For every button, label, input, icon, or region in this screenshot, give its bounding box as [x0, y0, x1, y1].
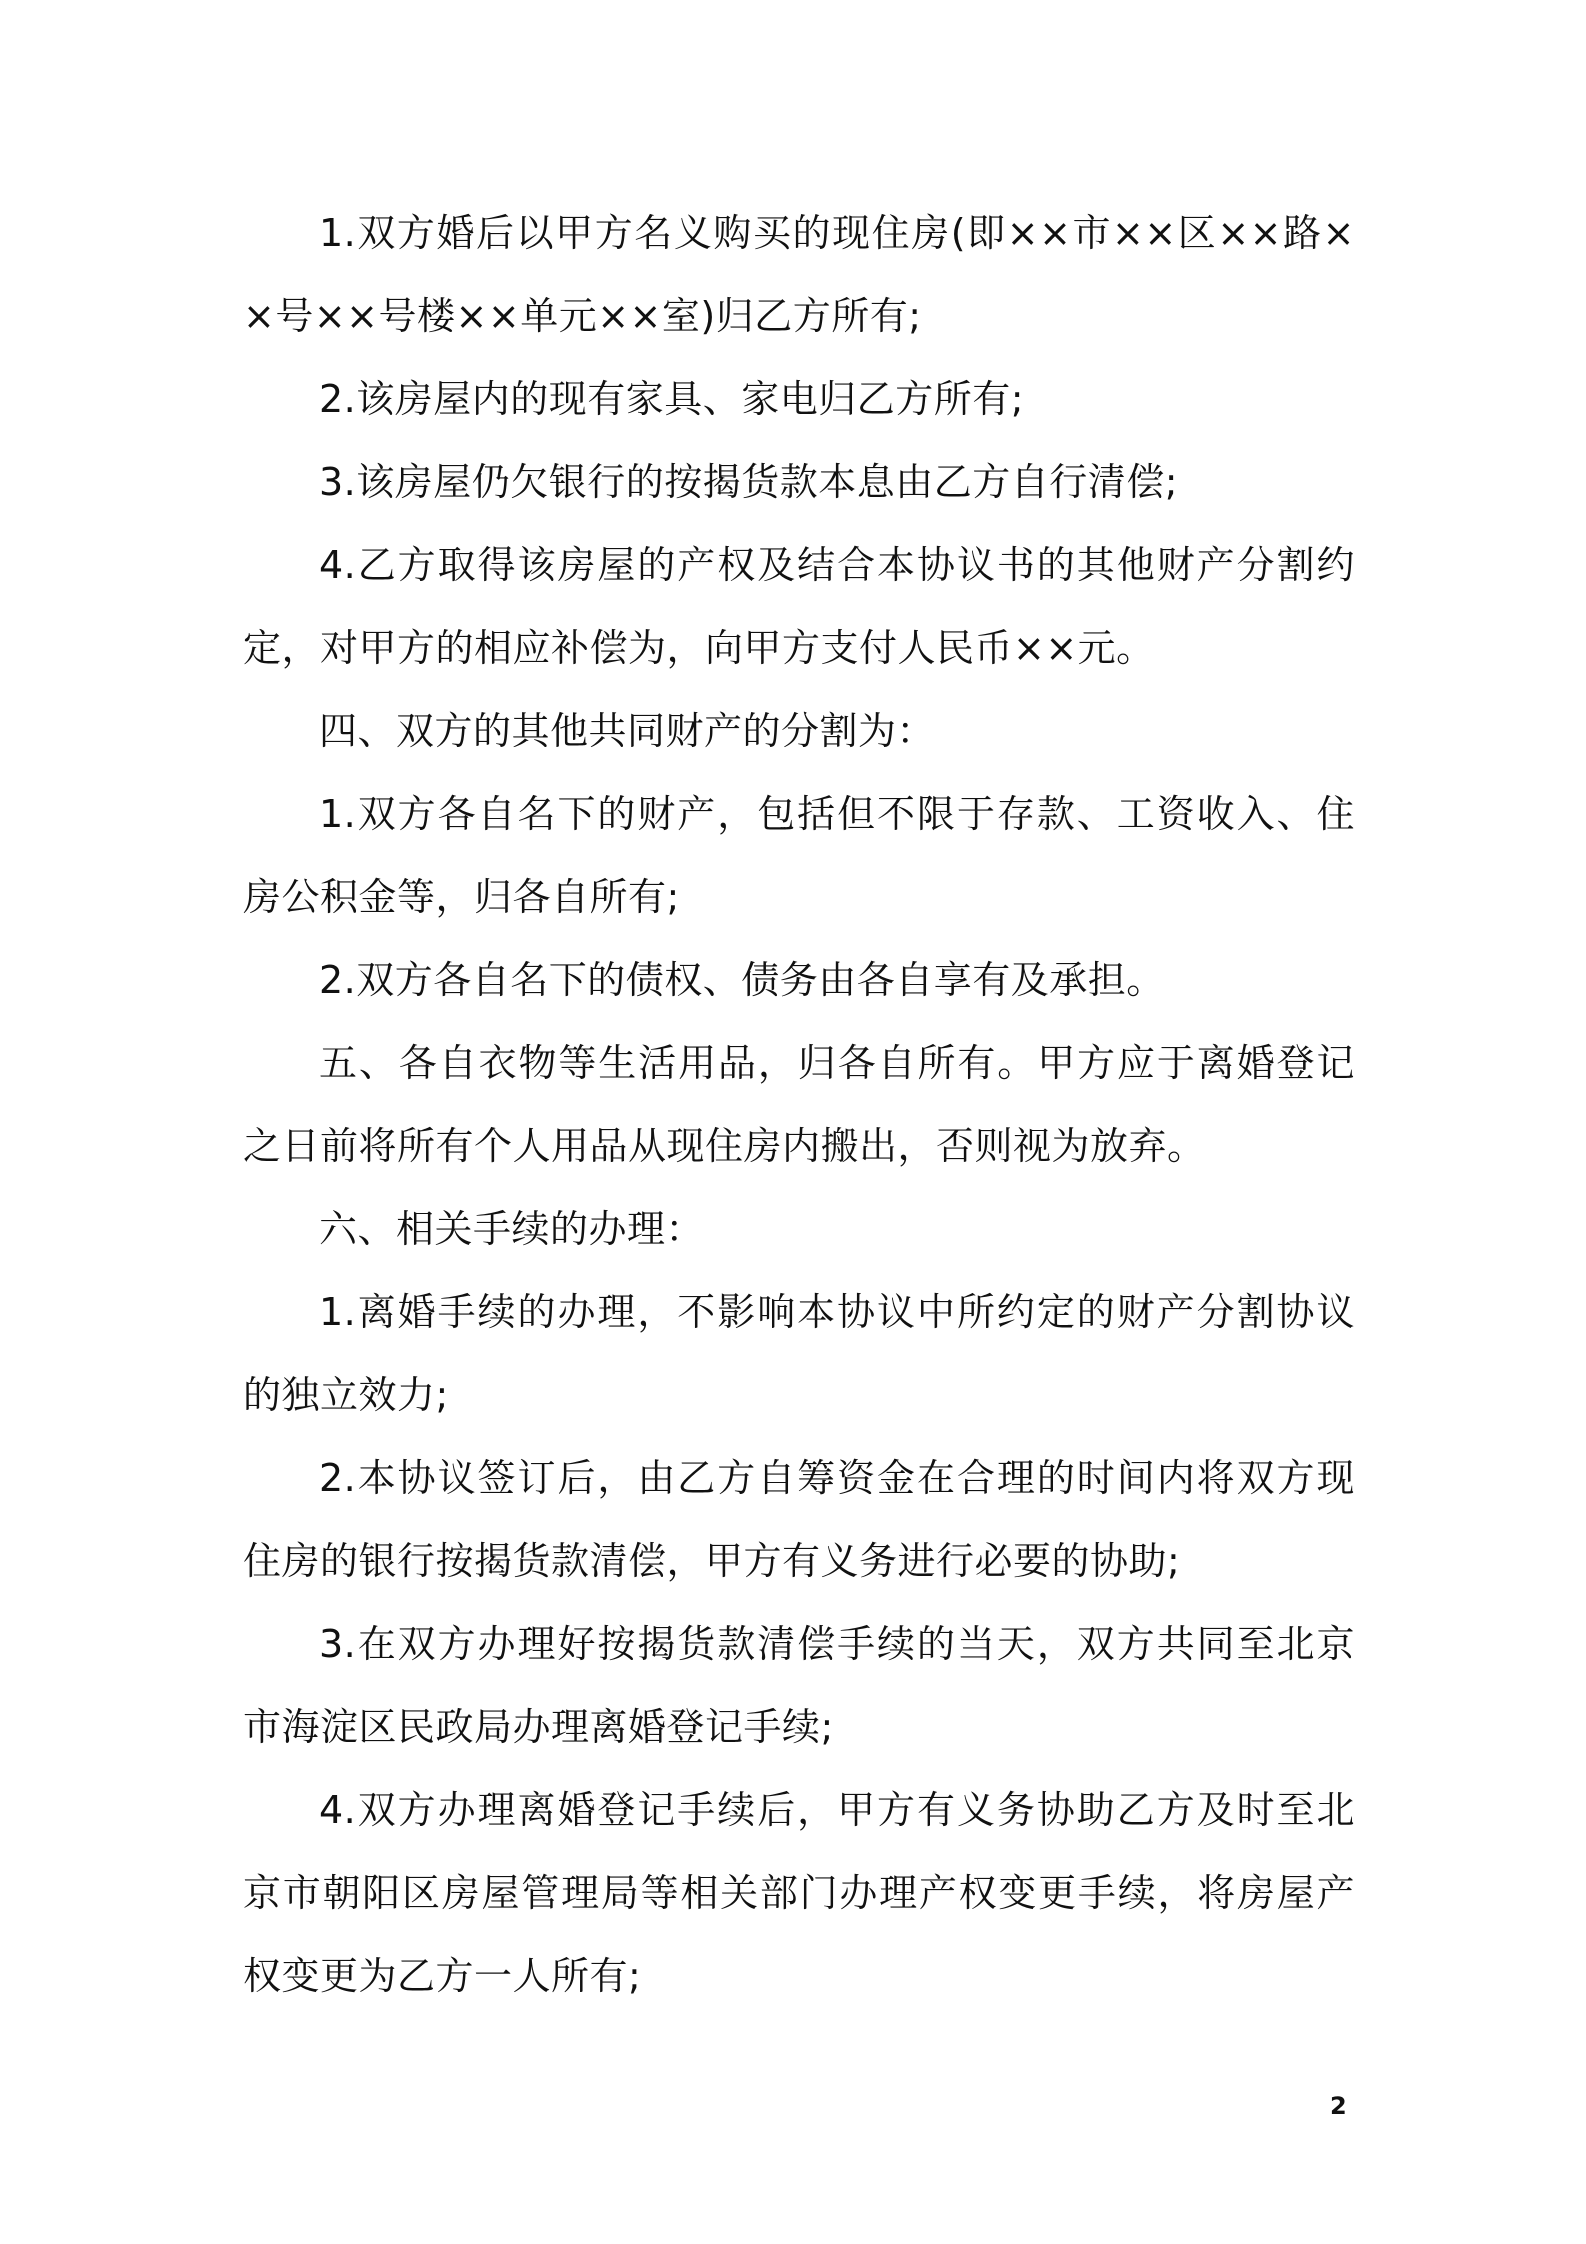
- paragraph-property-item-4: 4.乙方取得该房屋的产权及结合本协议书的其他财产分割约定，对甲方的相应补偿为，向甲方支付人民币××元。: [243, 543, 1355, 670]
- paragraph-procedure-2: 2.本协议签订后，由乙方自筹资金在合理的时间内将双方现住房的银行按揭货款清偿，甲方有义务进行必要的协助;: [243, 1456, 1355, 1583]
- section-heading-5: 五、各自衣物等生活用品，归各自所有。甲方应于离婚登记之日前将所有个人用品从现住房内搬出，否则视为放弃。: [243, 1041, 1355, 1168]
- document-body: [243, 192, 1355, 2018]
- section-heading-6: 六、相关手续的办理：: [319, 1207, 705, 1251]
- paragraph-procedure-4: 4.双方办理离婚登记手续后，甲方有义务协助乙方及时至北京市朝阳区房屋管理局等相关部门办理产权变更手续，将房屋产权变更为乙方一人所有;: [243, 1788, 1355, 1998]
- paragraph-procedure-1: 1.离婚手续的办理，不影响本协议中所约定的财产分割协议的独立效力;: [243, 1290, 1355, 1417]
- page-number: 2: [1330, 2092, 1347, 2120]
- paragraph-other-property-2: 2.双方各自名下的债权、债务由各自享有及承担。: [319, 958, 1165, 1002]
- section-heading-4: 四、双方的其他共同财产的分割为：: [319, 709, 936, 753]
- paragraph-property-item-2: 2.该房屋内的现有家具、家电归乙方所有;: [319, 377, 1025, 421]
- paragraph-property-item-1: 1.双方婚后以甲方名义购买的现住房(即××市××区××路××号××号楼××单元××室)归乙方所有;: [243, 211, 1355, 338]
- paragraph-property-item-3: 3.该房屋仍欠银行的按揭货款本息由乙方自行清偿;: [319, 460, 1179, 504]
- paragraph-procedure-3: 3.在双方办理好按揭货款清偿手续的当天，双方共同至北京市海淀区民政局办理离婚登记手续;: [243, 1622, 1355, 1749]
- paragraph-other-property-1: 1.双方各自名下的财产，包括但不限于存款、工资收入、住房公积金等，归各自所有;: [243, 792, 1355, 919]
